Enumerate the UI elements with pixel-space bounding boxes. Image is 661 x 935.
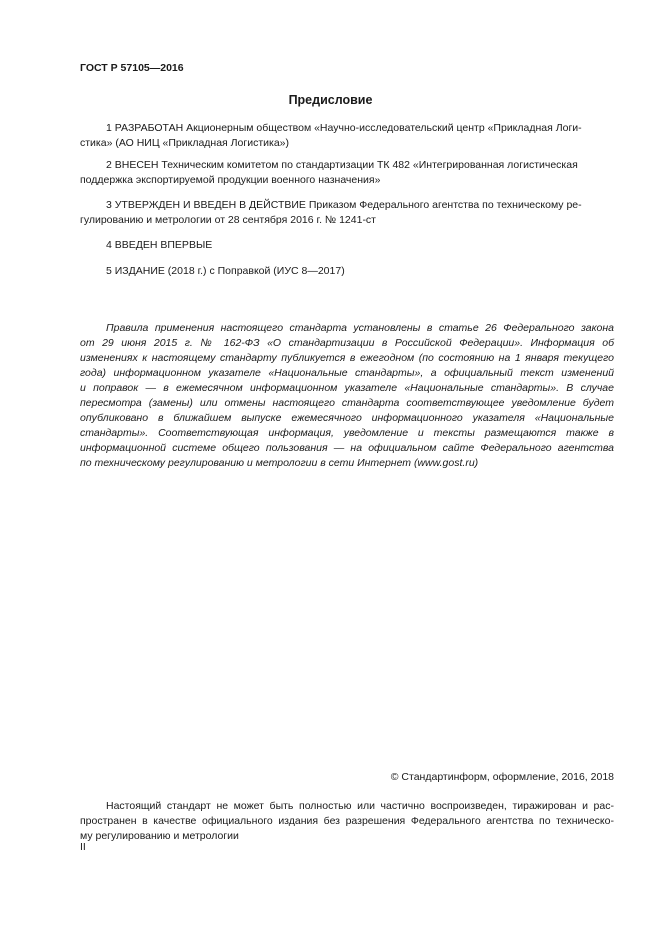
foreword-item-2 — [80, 158, 614, 188]
foreword-item-5 — [80, 264, 614, 279]
footer-line: Настоящий стандарт не может быть полностью или частично воспроизведен, тиражирован и рас- — [106, 800, 614, 812]
foreword-item-4 — [80, 238, 614, 253]
note-line: информационной системе общего пользования — на официальном сайте Федерального агентства — [80, 442, 614, 454]
reproduction-notice — [80, 799, 614, 844]
standard-application-note — [80, 321, 614, 471]
note-line: стандарты». Соответствующая информация, уведомление и тексты размещаются также в — [80, 427, 614, 439]
item-line: 4 ВВЕДЕН ВПЕРВЫЕ — [106, 239, 213, 251]
item-line: 1 РАЗРАБОТАН Акционерным обществом «Научно-исследовательский центр «Прикладная Логи- — [106, 122, 582, 134]
note-line: по техническому регулированию и метрологии в сети Интернет (www.gost.ru) — [80, 457, 479, 469]
note-line: и поправок — в ежемесячном информационном указателе «Национальные стандарты». В случае — [80, 382, 614, 394]
footer-line: му регулированию и метрологии — [80, 830, 239, 842]
note-line: пересмотра (замены) или отмены настоящего стандарта соответствующее уведомление будет — [80, 397, 614, 409]
foreword-item-3 — [80, 198, 614, 228]
item-line: стика» (АО НИЦ «Прикладная Логистика») — [80, 137, 290, 149]
page-number: II — [80, 841, 86, 853]
item-line: поддержка экспортируемой продукции военного назначения» — [80, 174, 381, 186]
document-id-header: ГОСТ Р 57105—2016 — [80, 62, 184, 74]
copyright-notice: © Стандартинформ, оформление, 2016, 2018 — [390, 771, 614, 783]
note-line: Правила применения настоящего стандарта установлены в статье 26 Федерального закона — [106, 322, 614, 334]
item-line: гулированию и метрологии от 28 сентября 2016 г. № 1241-ст — [80, 214, 376, 226]
footer-line: пространен в качестве официального издания без разрешения Федерального агентства по техническо- — [80, 815, 614, 827]
foreword-item-1 — [80, 121, 614, 151]
item-line: 3 УТВЕРЖДЕН И ВВЕДЕН В ДЕЙСТВИЕ Приказом Федерального агентства по техническому ре- — [106, 199, 582, 211]
note-line: года) информационном указателе «Национальные стандарты», а официальный текст изменений — [80, 367, 614, 379]
note-line: изменениях к настоящему стандарту публикуется в ежегодном (по состоянию на 1 января текущего — [80, 352, 614, 364]
item-line: 2 ВНЕСЕН Техническим комитетом по стандартизации ТК 482 «Интегрированная логистическая — [106, 159, 578, 171]
note-line: опубликовано в ближайшем выпуске ежемесячного информационного указателя «Национальные — [80, 412, 614, 424]
item-line: 5 ИЗДАНИЕ (2018 г.) с Поправкой (ИУС 8—2017) — [106, 265, 345, 277]
section-title: Предисловие — [288, 93, 373, 107]
note-line: от 29 июня 2015 г. № 162-ФЗ «О стандартизации в Российской Федерации». Информация об — [80, 337, 614, 349]
